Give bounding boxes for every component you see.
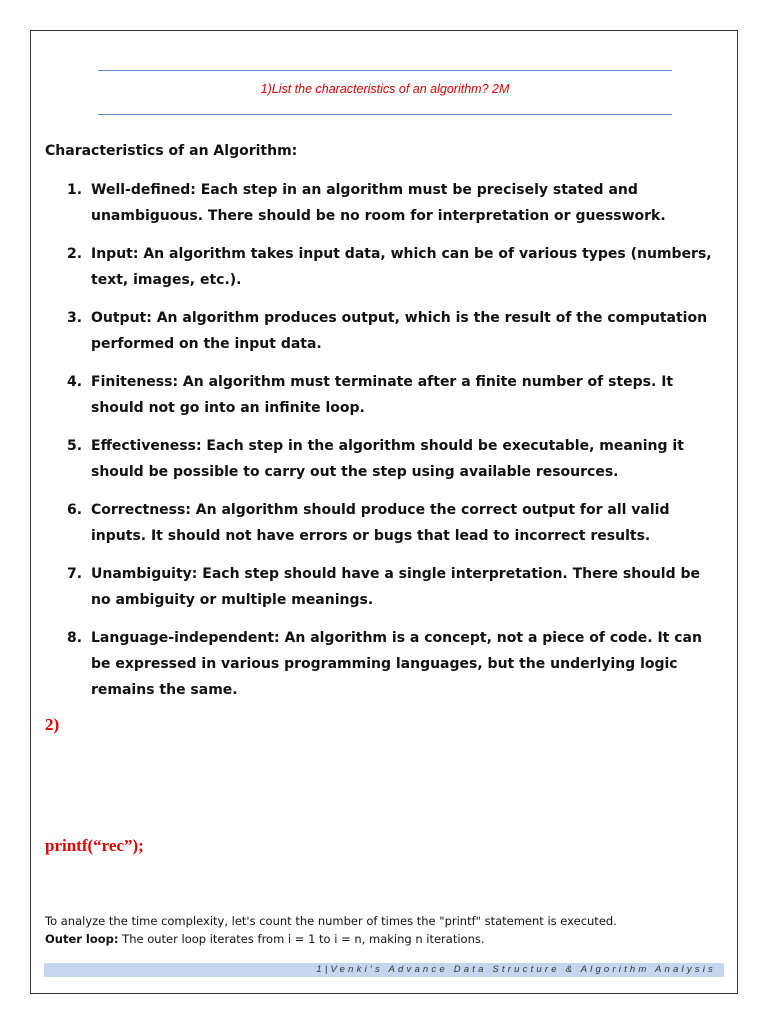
code-line: printf(“rec”); — [45, 836, 144, 855]
list-number: 5. — [67, 438, 83, 454]
outer-loop-text: The outer loop iterates from i = 1 to i = n, making n iterations. — [118, 932, 485, 946]
list-item-text: Finiteness: An algorithm must terminate after a finite number of steps. It should not go into an infinite loop. — [91, 374, 674, 416]
list-item — [45, 369, 713, 421]
list-item-text: Language-independent: An algorithm is a concept, not a piece of code. It can be expressed in various programming languages, but the underlying logic remains the same. — [91, 630, 702, 698]
list-number: 1. — [67, 182, 83, 198]
list-item — [45, 177, 713, 229]
outer-loop-label: Outer loop: — [45, 932, 119, 946]
question-2-label: 2) — [45, 715, 60, 734]
list-number: 2. — [67, 246, 83, 262]
list-number: 3. — [67, 310, 83, 326]
list-number: 6. — [67, 502, 83, 518]
title-rule-top — [98, 70, 672, 71]
list-item-text: Well-defined: Each step in an algorithm must be precisely stated and unambiguous. There should be no room for interpretation or guesswork. — [91, 182, 666, 224]
list-item — [45, 625, 713, 703]
analysis-line-2 — [45, 930, 725, 948]
list-number: 7. — [67, 566, 83, 582]
list-item-text: Effectiveness: Each step in the algorithm should be executable, meaning it should be possible to carry out the step using available resources. — [91, 438, 684, 480]
list-number: 4. — [67, 374, 83, 390]
list-item-text: Input: An algorithm takes input data, which can be of various types (numbers, text, images, etc.). — [91, 246, 712, 288]
list-item — [45, 561, 713, 613]
section-heading: Characteristics of an Algorithm: — [45, 143, 298, 159]
list-item — [45, 305, 713, 357]
footer-text: 1|Venki’s Advance Data Structure & Algorithm Analysis — [316, 964, 716, 975]
list-item — [45, 497, 713, 549]
list-item — [45, 433, 713, 485]
analysis-line-1: To analyze the time complexity, let's count the number of times the "printf" statement is executed. — [45, 914, 617, 928]
title-rule-bottom — [98, 114, 672, 115]
footer-band — [44, 963, 724, 977]
list-item-text: Unambiguity: Each step should have a single interpretation. There should be no ambiguity or multiple meanings. — [91, 566, 700, 608]
list-item — [45, 241, 713, 293]
list-item-text: Output: An algorithm produces output, which is the result of the computation performed on the input data. — [91, 310, 708, 352]
list-item-text: Correctness: An algorithm should produce the correct output for all valid inputs. It should not have errors or bugs that lead to incorrect results. — [91, 502, 670, 544]
characteristics-list — [45, 177, 713, 715]
question-title: 1)List the characteristics of an algorithm? 2M — [260, 82, 510, 96]
analysis-text — [45, 912, 725, 948]
list-number: 8. — [67, 630, 83, 646]
